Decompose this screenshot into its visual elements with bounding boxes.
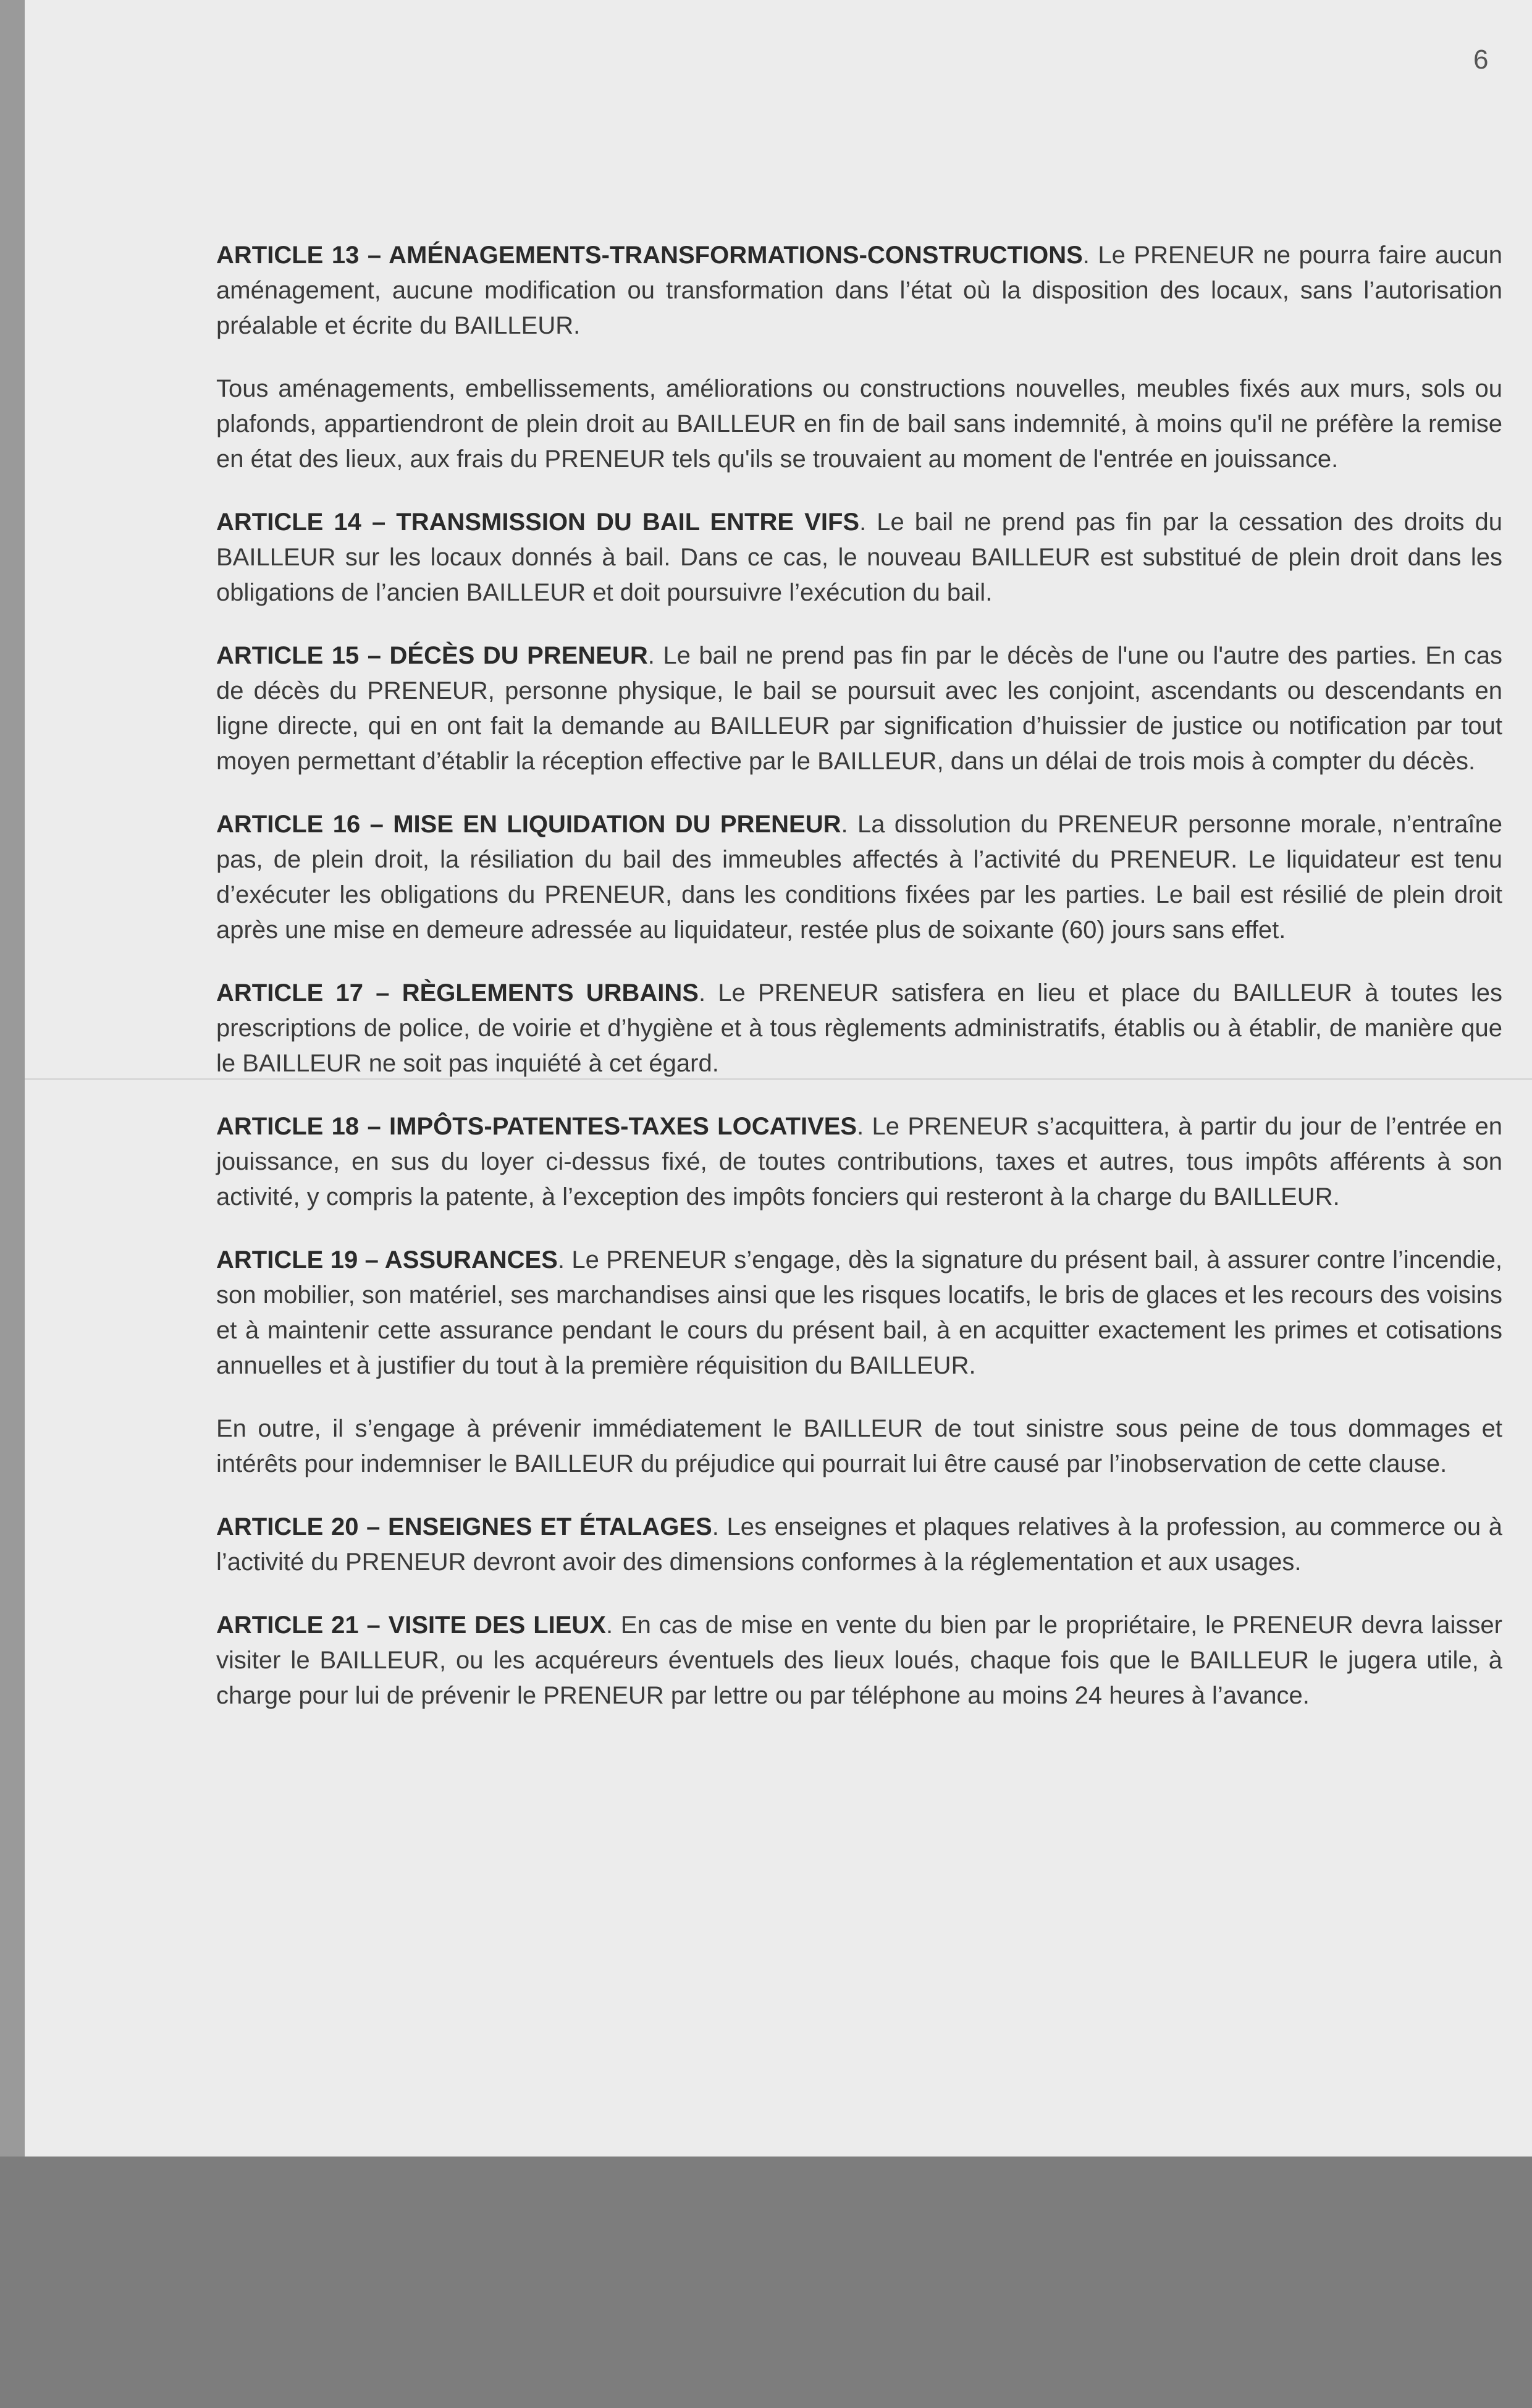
article-paragraph (216, 1109, 1502, 1215)
article-heading: ARTICLE 18 – IMPÔTS-PATENTES-TAXES LOCATIVES (216, 1113, 857, 1140)
article-text: . Le bail ne prend pas fin par le décès de l'une ou l'autre des parties. En cas de décès du PRENEUR, personne physique, le bail se poursuit avec les conjoint, ascendants ou descendants en ligne directe, qui en ont fait la demande au BAILLEUR par signification d’huissier de justice ou notification par tout moyen permettant d’établir la réception effective par le BAILLEUR, dans un délai de trois mois à compter du décès. (216, 642, 1503, 775)
article-paragraph (216, 1608, 1502, 1713)
article-paragraph (216, 1510, 1502, 1580)
article-paragraph (216, 1243, 1502, 1384)
page-number: 6 (1473, 44, 1489, 75)
article-heading: ARTICLE 19 – ASSURANCES (216, 1246, 558, 1274)
article-text: . Les enseignes et plaques relatives à la profession, au commerce ou à l’activité du PRENEUR devront avoir des dimensions conformes à la réglementation et aux usages. (216, 1513, 1502, 1576)
article-heading: ARTICLE 16 – MISE EN LIQUIDATION DU PRENEUR (216, 811, 841, 838)
article-heading: ARTICLE 13 – AMÉNAGEMENTS-TRANSFORMATIONS-CONSTRUCTIONS (216, 242, 1083, 269)
article-text: . Le PRENEUR s’engage, dès la signature du présent bail, à assurer contre l’incendie, son mobilier, son matériel, ses marchandises ainsi que les risques locatifs, le bris de glaces et les recours des voisins et à maintenir cette assurance pendant le cours du présent bail, à en acquitter exactement les primes et cotisations annuelles et à justifier du tout à la première réquisition du BAILLEUR. (216, 1246, 1502, 1379)
article-text: En outre, il s’engage à prévenir immédiatement le BAILLEUR de tout sinistre sous peine de tous dommages et intérêts pour indemniser le BAILLEUR du préjudice qui pourrait lui être causé par l’inobservation de cette clause. (216, 1415, 1502, 1477)
article-text: . La dissolution du PRENEUR personne morale, n’entraîne pas, de plein droit, la résiliation du bail des immeubles affectés à l’activité du PRENEUR. Le liquidateur est tenu d’exécuter les obligations du PRENEUR, dans les conditions fixées par les parties. Le bail est résilié de plein droit après une mise en demeure adressée au liquidateur, restée plus de soixante (60) jours sans effet. (216, 811, 1502, 944)
article-text: . Le bail ne prend pas fin par la cessation des droits du BAILLEUR sur les locaux donnés à bail. Dans ce cas, le nouveau BAILLEUR est substitué de plein droit dans les obligations de l’ancien BAILLEUR et doit poursuivre l’exécution du bail. (216, 509, 1503, 606)
document-body (216, 238, 1502, 1741)
body-paragraph (216, 371, 1502, 477)
article-heading: ARTICLE 15 – DÉCÈS DU PRENEUR (216, 642, 648, 669)
article-paragraph (216, 638, 1502, 779)
article-text: . Le PRENEUR s’acquittera, à partir du jour de l’entrée en jouissance, en sus du loyer ci-dessus fixé, de toutes contributions, taxes et autres, tous impôts afférents à son activité, y compris la patente, à l’exception des impôts fonciers qui resteront à la charge du BAILLEUR. (216, 1113, 1502, 1210)
article-heading: ARTICLE 21 – VISITE DES LIEUX (216, 1612, 606, 1639)
article-heading: ARTICLE 17 – RÈGLEMENTS URBAINS (216, 979, 699, 1007)
article-paragraph (216, 807, 1502, 948)
body-paragraph (216, 1411, 1502, 1482)
article-text: . Le PRENEUR ne pourra faire aucun aménagement, aucune modification ou transformation dans l’état où la disposition des locaux, sans l’autorisation préalable et écrite du BAILLEUR. (216, 242, 1502, 339)
article-text: . En cas de mise en vente du bien par le propriétaire, le PRENEUR devra laisser visiter le BAILLEUR, ou les acquéreurs éventuels des lieux loués, chaque fois que le BAILLEUR le jugera utile, à charge pour lui de prévenir le PRENEUR par lettre ou par téléphone au moins 24 heures à l’avance. (216, 1612, 1502, 1709)
article-paragraph (216, 976, 1502, 1081)
article-paragraph (216, 238, 1502, 344)
scan-edge (0, 0, 25, 2157)
article-text: . Le PRENEUR satisfera en lieu et place du BAILLEUR à toutes les prescriptions de police, de voirie et d’hygiène et à tous règlements administratifs, établis ou à établir, de manière que le BAILLEUR ne soit pas inquiété à cet égard. (216, 979, 1502, 1077)
article-paragraph (216, 505, 1502, 610)
article-heading: ARTICLE 14 – TRANSMISSION DU BAIL ENTRE VIFS (216, 509, 860, 536)
article-text: Tous aménagements, embellissements, améliorations ou constructions nouvelles, meubles fixés aux murs, sols ou plafonds, appartiendront de plein droit au BAILLEUR en fin de bail sans indemnité, à moins qu'il ne préfère la remise en état des lieux, aux frais du PRENEUR tels qu'ils se trouvaient au moment de l'entrée en jouissance. (216, 375, 1502, 473)
article-heading: ARTICLE 20 – ENSEIGNES ET ÉTALAGES (216, 1513, 712, 1540)
